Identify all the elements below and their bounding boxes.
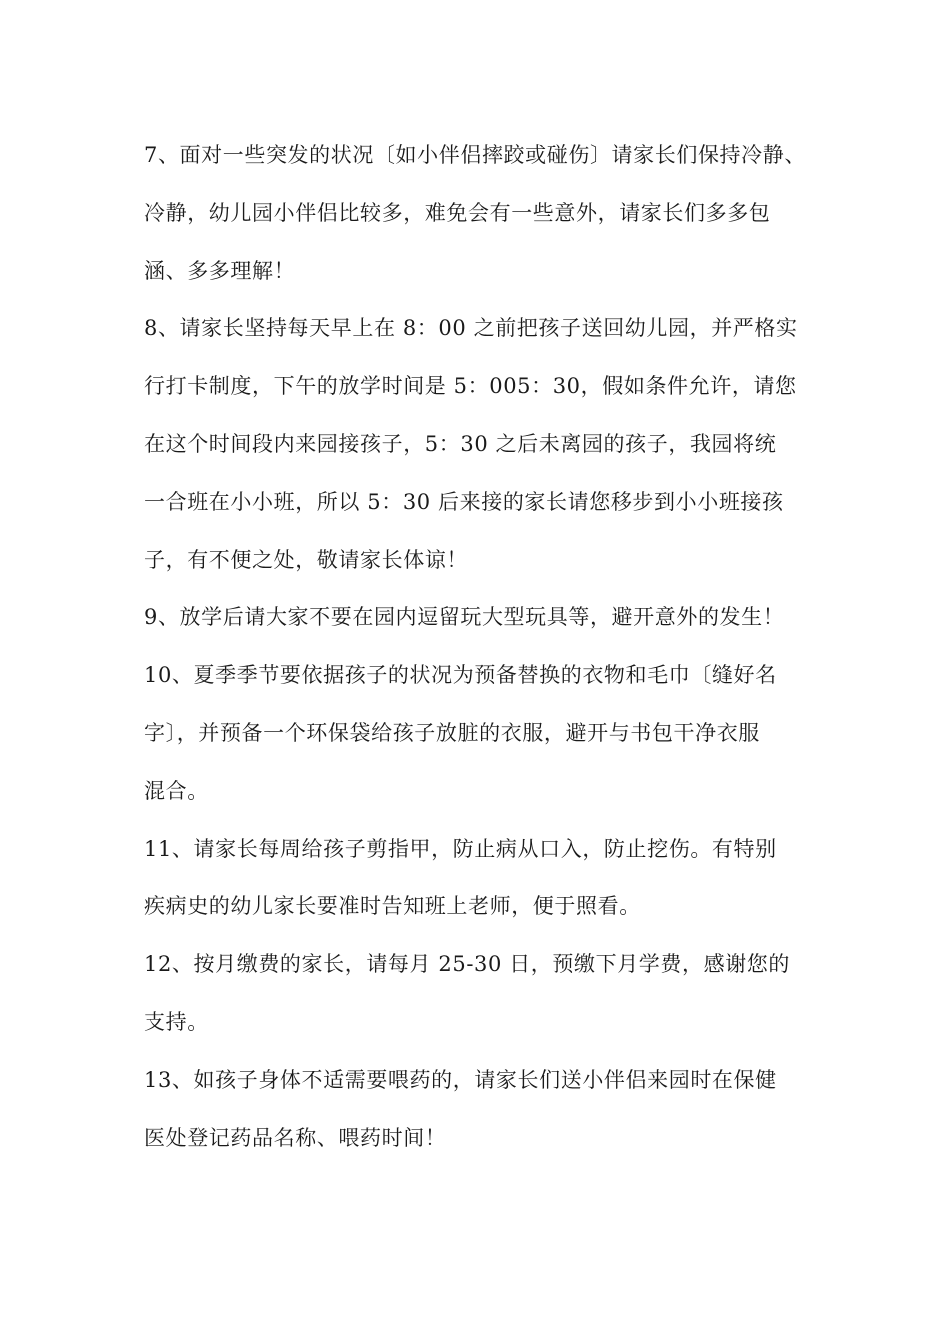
text-line-item-11-line-2: 疾病史的幼儿家长要准时告知班上老师，便于照看。 xyxy=(144,894,641,919)
text-line-item-9-line-1: 9、放学后请大家不要在园内逗留玩大型玩具等，避开意外的发生！ xyxy=(144,605,785,630)
text-line-item-8-line-4: 一合班在小小班，所以 5：30 后来接的家长请您移步到小小班接孩 xyxy=(144,489,784,514)
text-line-item-13-line-1: 13、如孩子身体不适需要喂药的，请家长们送小伴侣来园时在保健 xyxy=(144,1067,777,1092)
text-line-item-13-line-2: 医处登记药品名称、喂药时间！ xyxy=(144,1125,447,1150)
text-line-item-8-line-2: 行打卡制度，下午的放学时间是 5：005：30，假如条件允许，请您 xyxy=(144,374,797,399)
text-line-item-10-line-2: 字〕，并预备一个环保袋给孩子放脏的衣服，避开与书包干净衣服 xyxy=(144,720,760,745)
text-line-item-11-line-1: 11、请家长每周给孩子剪指甲，防止病从口入，防止挖伤。有特别 xyxy=(144,836,777,861)
text-line-item-12-line-1: 12、按月缴费的家长，请每月 25-30 日，预缴下月学费，感谢您的 xyxy=(144,952,791,977)
text-line-item-8-line-1: 8、请家长坚持每天早上在 8：00 之前把孩子送回幼儿园，并严格实 xyxy=(144,316,798,341)
text-line-item-8-line-3: 在这个时间段内来园接孩子，5：30 之后未离园的孩子，我园将统 xyxy=(144,431,777,456)
text-line-item-10-line-3: 混合。 xyxy=(144,778,209,803)
text-line-item-7-line-3: 涵、多多理解！ xyxy=(144,258,296,283)
text-line-item-7-line-2: 冷静，幼儿园小伴侣比较多，难免会有一些意外，请家长们多多包 xyxy=(144,200,771,225)
document-body xyxy=(144,127,844,1167)
text-line-item-12-line-2: 支持。 xyxy=(144,1009,209,1034)
text-line-item-8-line-5: 子，有不便之处，敬请家长体谅！ xyxy=(144,547,468,572)
text-line-item-7-line-1: 7、面对一些突发的状况〔如小伴侣摔跤或碰伤〕请家长们保持冷静、 xyxy=(144,143,806,167)
text-line-item-10-line-1: 10、夏季季节要依据孩子的状况为预备替换的衣物和毛巾〔缝好名 xyxy=(144,663,777,688)
